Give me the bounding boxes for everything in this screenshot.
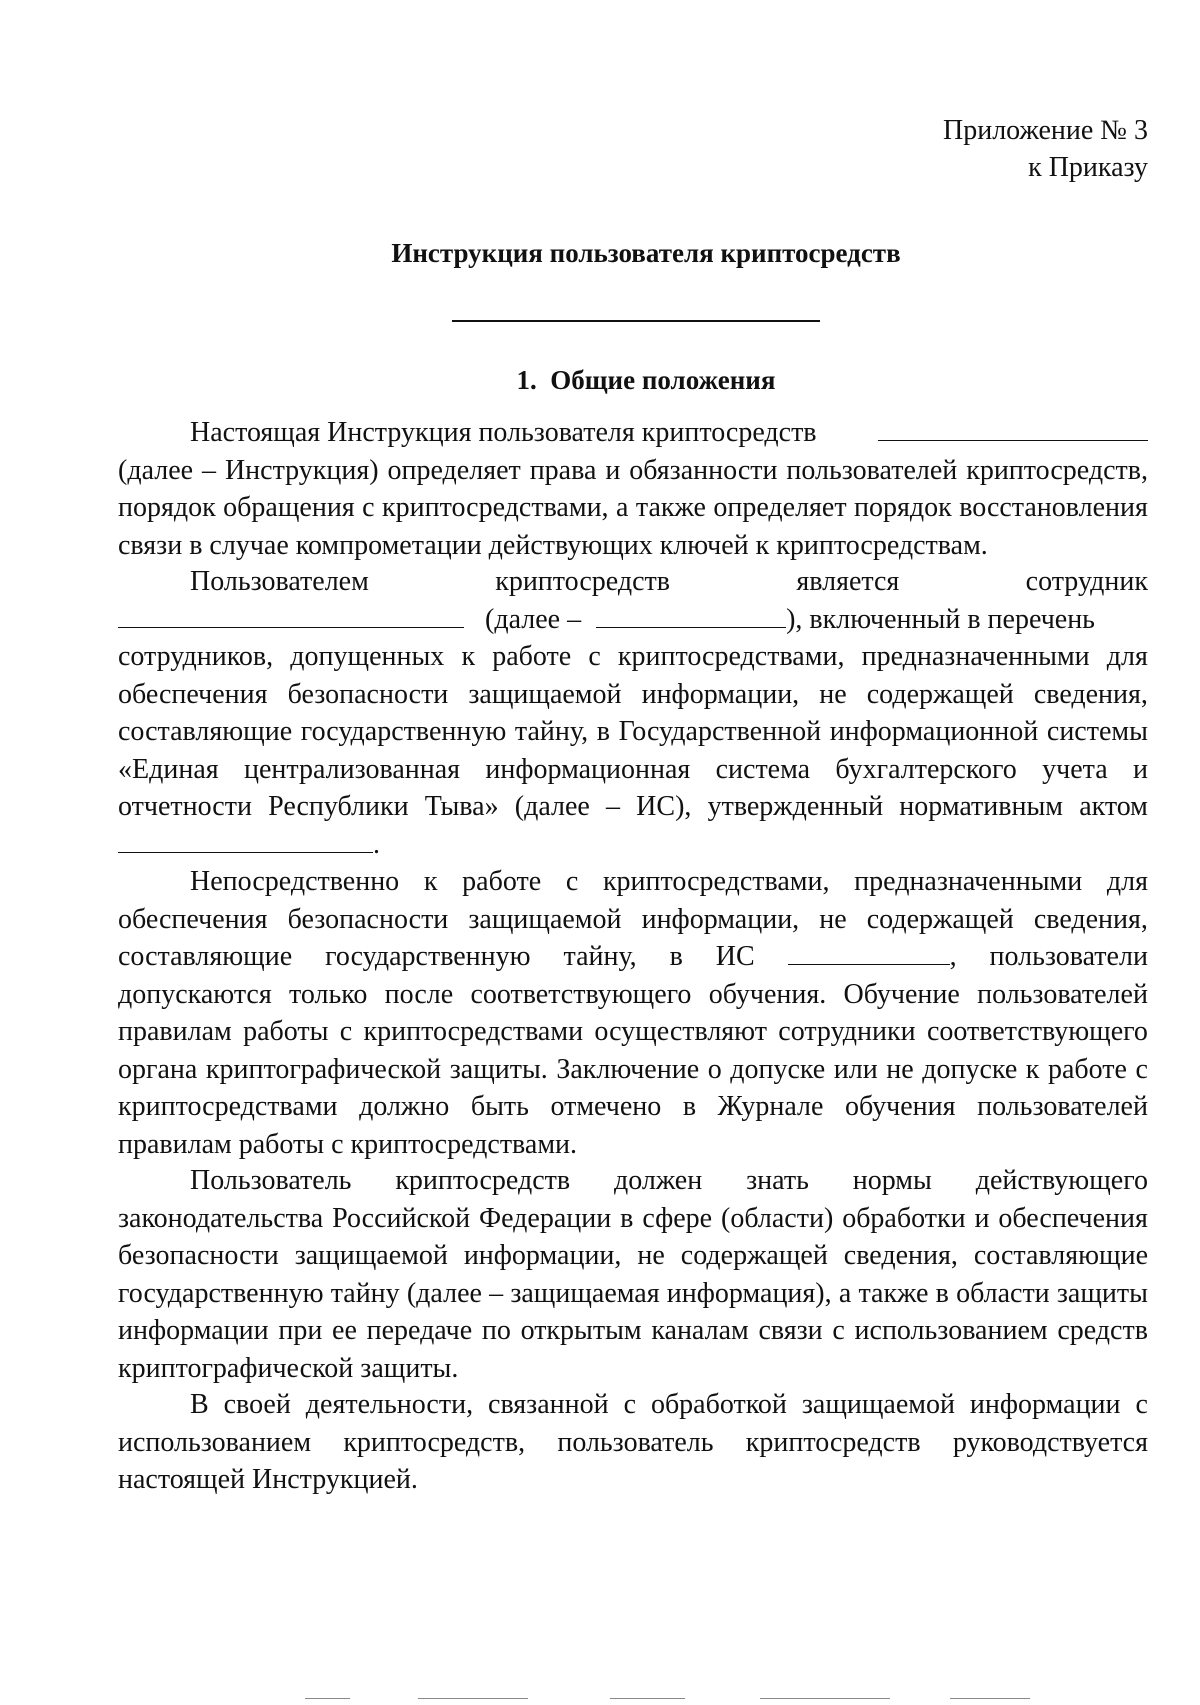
- text-line: «Единая централизованная информационная система бухгалтерского учета и: [118, 753, 1148, 785]
- text-line: криптографической защиты.: [118, 1352, 459, 1384]
- text-line: Непосредственно к работе с криптосредствами, предназначенными для: [190, 866, 1148, 897]
- paragraph-1: [118, 414, 1148, 564]
- blank-field: [878, 414, 1148, 441]
- text-word: Пользователем: [190, 566, 369, 597]
- blank-field: [788, 938, 950, 965]
- text-line: правилам работы с криптосредствами осуществляют сотрудники соответствующего: [118, 1016, 1148, 1047]
- section-number: 1.: [516, 365, 537, 395]
- scan-edge-marks: [0, 1698, 1200, 1701]
- paragraph-5: [118, 1386, 1148, 1499]
- text-line: настоящей Инструкцией.: [118, 1464, 418, 1495]
- text-line: законодательства Российской Федерации в сфере (области) обработки и обеспечения: [118, 1202, 1148, 1234]
- appendix-header: [943, 112, 1148, 186]
- blank-field: [118, 601, 464, 628]
- document-title: Инструкция пользователя криптосредств: [391, 238, 901, 268]
- text-word: ,: [949, 941, 957, 972]
- paragraph-2: [118, 563, 1148, 863]
- section-title: Общие положения: [550, 365, 776, 395]
- text-word: составляющие: [118, 941, 293, 972]
- appendix-order-ref: к Приказу: [1028, 152, 1148, 183]
- text-word: является: [796, 566, 900, 597]
- paragraph-4: [118, 1162, 1148, 1387]
- text-word: сотрудник: [1025, 566, 1148, 597]
- text-line: В своей деятельности, связанной с обработкой защищаемой информации с: [190, 1389, 1148, 1420]
- text-line: порядок обращения с криптосредствами, а также определяет порядок восстановления: [118, 492, 1148, 523]
- paragraph-line: [118, 563, 1148, 601]
- paragraph-line: [118, 826, 1148, 864]
- paragraph-3: [118, 863, 1148, 1163]
- text-line: криптосредствами должно быть отмечено в Журнале обучения пользователей: [118, 1091, 1148, 1122]
- text-line: информации при ее передаче по открытым каналам связи с использованием средств: [118, 1315, 1148, 1346]
- text-line: обеспечения безопасности защищаемой информации, не содержащей сведения,: [118, 678, 1148, 710]
- text-word: тайну,: [563, 941, 637, 972]
- blank-field: [596, 601, 786, 628]
- paragraph-line: [118, 601, 1148, 639]
- text-word: в: [669, 941, 683, 972]
- text-line: допускаются только после соответствующего обучения. Обучение пользователей: [118, 978, 1148, 1010]
- text-line: сотрудников, допущенных к работе с криптосредствами, предназначенными для: [118, 641, 1148, 672]
- paragraph-line: [118, 938, 1148, 976]
- appendix-number: Приложение № 3: [943, 115, 1148, 146]
- text-line: безопасности защищаемой информации, не содержащей сведения, составляющие: [118, 1240, 1148, 1271]
- text-line: Настоящая Инструкция пользователя криптосредств: [190, 417, 817, 448]
- title-blank-line: [452, 320, 820, 322]
- text-fragment: .: [373, 828, 380, 860]
- text-line: составляющие государственную тайну, в Государственной информационной системы: [118, 716, 1148, 747]
- section-heading: [92, 365, 1200, 396]
- text-line: отчетности Республики Тыва» (далее – ИС), утвержденный нормативным актом: [118, 791, 1148, 822]
- text-fragment: (далее –: [485, 603, 582, 635]
- text-word: государственную: [325, 941, 531, 972]
- text-line: государственную тайну (далее – защищаемая информация), а также в области защиты: [118, 1277, 1148, 1309]
- text-line: обеспечения безопасности защищаемой информации, не содержащей сведения,: [118, 903, 1148, 935]
- text-line: органа криптографической защиты. Заключение о допуске или не допуске к работе с: [118, 1053, 1148, 1085]
- paragraph-line: [118, 414, 1148, 452]
- text-line: связи в случае компрометации действующих ключей к криптосредствам.: [118, 529, 988, 561]
- blank-field: [118, 826, 373, 853]
- text-fragment: ), включенный в перечень: [786, 603, 1095, 635]
- text-word: пользователи: [989, 941, 1148, 972]
- text-line: использованием криптосредств, пользователь криптосредств руководствуется: [118, 1426, 1148, 1458]
- text-line: (далее – Инструкция) определяет права и обязанности пользователей криптосредств,: [118, 454, 1148, 486]
- text-line: Пользователь криптосредств должен знать нормы действующего: [190, 1165, 1148, 1196]
- text-line: правилам работы с криптосредствами.: [118, 1128, 578, 1160]
- text-word: криптосредств: [495, 566, 670, 597]
- text-word: ИС: [715, 941, 755, 972]
